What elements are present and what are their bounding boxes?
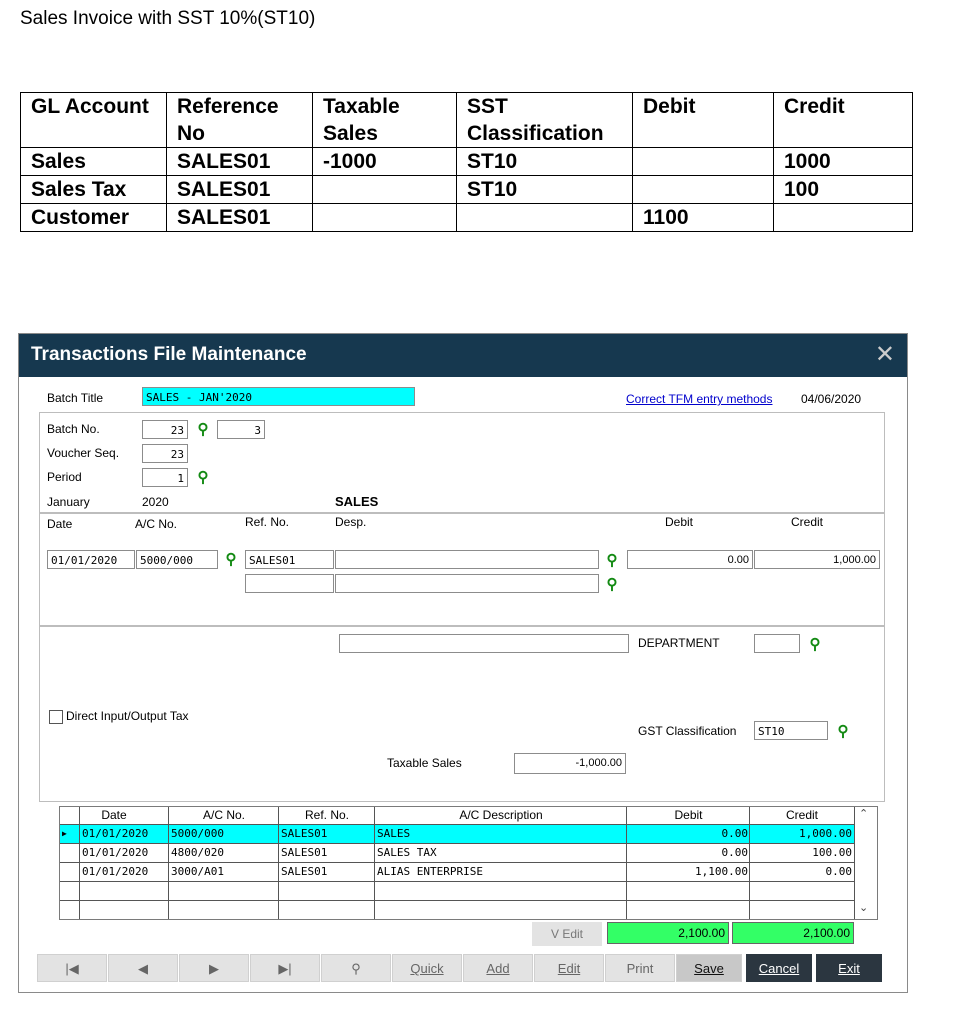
batch-title-label: Batch Title bbox=[47, 391, 104, 405]
grid-cell[interactable]: 0.00 bbox=[721, 846, 748, 859]
department-desc-field[interactable] bbox=[339, 634, 629, 653]
table-cell bbox=[457, 204, 633, 232]
entry-desp-field[interactable] bbox=[335, 550, 599, 569]
table-cell bbox=[774, 204, 913, 232]
header-reference-no: Reference No bbox=[167, 93, 313, 148]
table-row[interactable] bbox=[60, 863, 854, 881]
search-icon[interactable]: ⚲ bbox=[197, 469, 209, 486]
entry-header-ac-no: A/C No. bbox=[135, 517, 178, 531]
table-row[interactable] bbox=[60, 825, 854, 843]
entry-credit-field[interactable]: 1,000.00 bbox=[754, 550, 880, 569]
batch-no-field[interactable]: 23 bbox=[142, 420, 188, 439]
transactions-grid bbox=[59, 806, 878, 920]
grid-cell[interactable]: 3000/A01 bbox=[171, 865, 224, 878]
table-cell bbox=[633, 148, 774, 176]
grid-cell[interactable]: SALES01 bbox=[281, 865, 328, 878]
grid-cell[interactable]: 0.00 bbox=[721, 827, 748, 840]
grid-cell[interactable]: SALES01 bbox=[281, 827, 328, 840]
table-cell: Sales bbox=[21, 148, 167, 176]
entry-ref-no-field[interactable]: SALES01 bbox=[245, 550, 334, 569]
year-label: 2020 bbox=[142, 495, 169, 509]
period-field[interactable]: 1 bbox=[142, 468, 188, 487]
header-debit: Debit bbox=[633, 93, 774, 148]
direct-io-label: Direct Input/Output Tax bbox=[66, 709, 189, 723]
entry-ac-no-field[interactable]: 5000/000 bbox=[136, 550, 218, 569]
month-label: January bbox=[47, 495, 90, 509]
grid-cell[interactable]: ALIAS ENTERPRISE bbox=[377, 865, 483, 878]
entry-desp-field-2[interactable] bbox=[335, 574, 599, 593]
table-cell: 1000 bbox=[774, 148, 913, 176]
button-bar bbox=[37, 954, 887, 984]
period-label: Period bbox=[47, 470, 82, 484]
gst-class-field[interactable]: ST10 bbox=[754, 721, 828, 740]
header-sst-classification: SST Classification bbox=[457, 93, 633, 148]
table-cell: ST10 bbox=[457, 176, 633, 204]
quick-button[interactable]: Quick bbox=[392, 954, 462, 982]
entry-header-ref-no: Ref. No. bbox=[245, 515, 290, 529]
edit-button[interactable]: Edit bbox=[534, 954, 604, 982]
table-cell: SALES01 bbox=[167, 176, 313, 204]
save-button[interactable]: Save bbox=[676, 954, 742, 982]
table-row bbox=[21, 204, 913, 232]
window-title: Transactions File Maintenance bbox=[31, 344, 307, 365]
table-cell: ST10 bbox=[457, 148, 633, 176]
gst-class-label: GST Classification bbox=[638, 724, 737, 738]
search-icon[interactable]: ⚲ bbox=[837, 723, 849, 740]
close-icon[interactable]: ✕ bbox=[874, 341, 895, 368]
grid-cell[interactable]: 100.00 bbox=[812, 846, 852, 859]
entry-header-date: Date bbox=[47, 517, 73, 531]
department-field[interactable] bbox=[754, 634, 800, 653]
table-row bbox=[21, 148, 913, 176]
batch-title-field[interactable]: SALES - JAN'2020 bbox=[142, 387, 415, 406]
window-titlebar bbox=[19, 334, 907, 377]
grid-divider bbox=[854, 807, 855, 919]
previous-record-button[interactable]: ◀ bbox=[108, 954, 178, 982]
voucher-seq-label: Voucher Seq. bbox=[47, 446, 120, 460]
table-cell bbox=[313, 204, 457, 232]
table-cell: -1000 bbox=[313, 148, 457, 176]
voucher-seq-field[interactable]: 23 bbox=[142, 444, 188, 463]
table-cell: 100 bbox=[774, 176, 913, 204]
grid-cell[interactable]: 4800/020 bbox=[171, 846, 224, 859]
grid-header-credit: Credit bbox=[785, 808, 818, 822]
summary-table bbox=[20, 92, 913, 232]
header-taxable-sales: Taxable Sales bbox=[313, 93, 457, 148]
table-cell: Customer bbox=[21, 204, 167, 232]
grid-header-ref-no: Ref. No. bbox=[304, 808, 349, 822]
vedit-button[interactable]: V Edit bbox=[532, 922, 602, 946]
table-cell: Sales Tax bbox=[21, 176, 167, 204]
grid-divider bbox=[60, 900, 854, 901]
grid-cell[interactable]: 1,100.00 bbox=[695, 865, 748, 878]
scroll-up-icon[interactable]: ⌃ bbox=[859, 808, 869, 820]
table-cell: SALES01 bbox=[167, 204, 313, 232]
top-date: 04/06/2020 bbox=[801, 392, 862, 406]
print-button[interactable]: Print bbox=[605, 954, 675, 982]
batch-no-sub-field[interactable]: 3 bbox=[217, 420, 265, 439]
total-credit: 2,100.00 bbox=[732, 922, 854, 944]
batch-no-label: Batch No. bbox=[47, 422, 100, 436]
grid-header-date: Date bbox=[101, 808, 127, 822]
header-gl-account: GL Account bbox=[21, 93, 167, 148]
search-icon[interactable]: ⚲ bbox=[225, 551, 237, 568]
grid-cell[interactable]: 1,000.00 bbox=[799, 827, 852, 840]
row-pointer-icon: ▶ bbox=[62, 829, 67, 838]
search-icon[interactable]: ⚲ bbox=[809, 636, 821, 653]
entry-debit-field[interactable]: 0.00 bbox=[627, 550, 753, 569]
grid-header-description: A/C Description bbox=[459, 808, 543, 822]
grid-cell[interactable]: SALES TAX bbox=[377, 846, 437, 859]
search-icon[interactable]: ⚲ bbox=[197, 421, 209, 438]
grid-header-ac-no: A/C No. bbox=[202, 808, 245, 822]
direct-io-checkbox[interactable] bbox=[49, 710, 63, 724]
grid-divider bbox=[60, 824, 854, 825]
grid-cell[interactable]: SALES bbox=[377, 827, 411, 840]
entry-header-desp: Desp. bbox=[335, 515, 367, 529]
taxable-sales-label: Taxable Sales bbox=[387, 756, 462, 770]
scroll-down-icon[interactable]: ⌄ bbox=[859, 902, 869, 914]
department-label: DEPARTMENT bbox=[638, 636, 720, 650]
total-debit: 2,100.00 bbox=[607, 922, 729, 944]
table-row[interactable] bbox=[60, 844, 854, 862]
grid-cell[interactable]: 01/01/2020 bbox=[82, 865, 149, 878]
search-icon[interactable]: ⚲ bbox=[606, 576, 618, 593]
grid-cell[interactable]: 0.00 bbox=[825, 865, 852, 878]
entry-header-debit: Debit bbox=[665, 515, 694, 529]
table-row bbox=[21, 176, 913, 204]
grid-header-debit: Debit bbox=[674, 808, 703, 822]
page-heading: Sales Invoice with SST 10%(ST10) bbox=[20, 8, 316, 29]
first-record-button[interactable]: |◀ bbox=[37, 954, 107, 982]
grid-divider bbox=[60, 862, 854, 863]
exit-button[interactable]: Exit bbox=[816, 954, 882, 982]
taxable-sales-field[interactable]: -1,000.00 bbox=[514, 753, 626, 774]
cancel-button[interactable]: Cancel bbox=[746, 954, 812, 982]
grid-cell[interactable]: 5000/000 bbox=[171, 827, 224, 840]
grid-cell[interactable]: 01/01/2020 bbox=[82, 827, 149, 840]
table-cell: SALES01 bbox=[167, 148, 313, 176]
add-button[interactable]: Add bbox=[463, 954, 533, 982]
table-cell bbox=[313, 176, 457, 204]
search-icon[interactable]: ⚲ bbox=[606, 552, 618, 569]
grid-divider bbox=[60, 843, 854, 844]
last-record-button[interactable]: ▶| bbox=[250, 954, 320, 982]
correct-tfm-link[interactable]: Correct TFM entry methods bbox=[626, 392, 773, 406]
next-record-button[interactable]: ▶ bbox=[179, 954, 249, 982]
tfm-window bbox=[18, 333, 908, 993]
table-cell bbox=[633, 176, 774, 204]
sales-label: SALES bbox=[335, 494, 379, 509]
find-button[interactable]: ⚲ bbox=[321, 954, 391, 982]
table-cell: 1100 bbox=[633, 204, 774, 232]
grid-cell[interactable]: SALES01 bbox=[281, 846, 328, 859]
grid-divider bbox=[60, 881, 854, 882]
grid-cell[interactable]: 01/01/2020 bbox=[82, 846, 149, 859]
entry-ref-no-field-2[interactable] bbox=[245, 574, 334, 593]
entry-date-field[interactable]: 01/01/2020 bbox=[47, 550, 135, 569]
header-credit: Credit bbox=[774, 93, 913, 148]
summary-header-row bbox=[21, 93, 913, 148]
entry-header-credit: Credit bbox=[791, 515, 824, 529]
